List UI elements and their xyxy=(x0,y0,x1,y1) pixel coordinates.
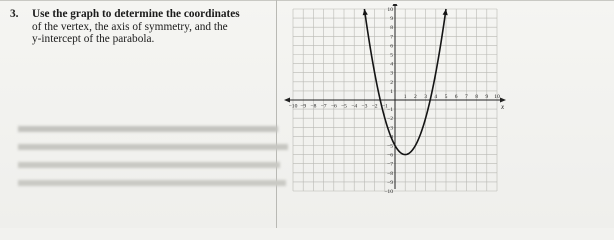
x-tick-label: −8 xyxy=(310,103,317,110)
x-tick-label: −4 xyxy=(351,103,358,110)
y-tick-label: 4 xyxy=(390,61,393,68)
x-tick-label: −2 xyxy=(371,103,378,110)
y-tick-label: 1 xyxy=(390,88,393,95)
y-tick-label: 5 xyxy=(390,52,393,59)
bleed-through-text xyxy=(18,178,298,188)
x-tick-label: 4 xyxy=(434,94,438,100)
bleed-through-text xyxy=(18,124,308,134)
x-tick-label: −6 xyxy=(330,103,337,110)
x-tick-label: 3 xyxy=(424,94,427,100)
y-tick-label: −9 xyxy=(387,179,393,186)
x-tick-label: −7 xyxy=(320,103,327,110)
x-tick-label: 2 xyxy=(414,94,417,100)
problem-text xyxy=(32,8,278,46)
y-tick-label: −7 xyxy=(387,161,393,168)
x-tick-label: −1 xyxy=(381,103,388,110)
y-tick-label: −2 xyxy=(387,116,393,123)
y-tick-label: −6 xyxy=(387,152,393,159)
coordinate-grid xyxy=(284,4,516,214)
problem-number: 3. xyxy=(10,8,19,20)
y-tick-label: −4 xyxy=(387,134,393,141)
problem-line-2: of the vertex, the axis of symmetry, and the xyxy=(32,20,228,33)
x-tick-label: 1 xyxy=(403,94,407,100)
x-axis-arrow-left-icon xyxy=(284,98,290,103)
bleed-through-text xyxy=(18,142,298,152)
problem-line-1: Use the graph to determine the coordinates xyxy=(32,8,240,20)
top-rule xyxy=(0,0,614,1)
x-tick-label: −5 xyxy=(341,103,347,110)
y-tick-label: 9 xyxy=(390,16,393,23)
y-tick-label: 6 xyxy=(390,43,393,50)
x-tick-label: 5 xyxy=(444,94,448,100)
y-tick-label: −8 xyxy=(387,170,393,177)
bleed-through-text xyxy=(18,160,288,170)
x-tick-label: 7 xyxy=(465,94,468,100)
x-tick-label: −9 xyxy=(300,103,307,110)
x-axis-letter: x xyxy=(501,103,505,111)
x-tick-label: 10 xyxy=(494,94,500,100)
x-tick-label: 6 xyxy=(454,94,458,100)
x-tick-label: −10 xyxy=(288,103,298,110)
y-tick-label: −1 xyxy=(387,107,393,114)
y-tick-label: 10 xyxy=(387,7,393,13)
y-tick-label: 2 xyxy=(390,79,393,86)
y-tick-label: 7 xyxy=(390,34,393,41)
y-axis-arrow-up-icon xyxy=(393,4,398,6)
y-tick-label: −3 xyxy=(387,125,393,132)
y-tick-label: 3 xyxy=(390,70,393,77)
problem-line-3: y-intercept of the parabola. xyxy=(32,33,155,46)
x-tick-label: −3 xyxy=(361,103,368,110)
y-tick-label: 8 xyxy=(390,25,393,32)
y-tick-label: −10 xyxy=(384,189,393,195)
x-axis-arrow-right-icon xyxy=(500,98,506,103)
y-tick-label: −5 xyxy=(387,143,393,150)
x-tick-label: 9 xyxy=(485,94,489,100)
x-tick-label: 8 xyxy=(475,94,478,100)
